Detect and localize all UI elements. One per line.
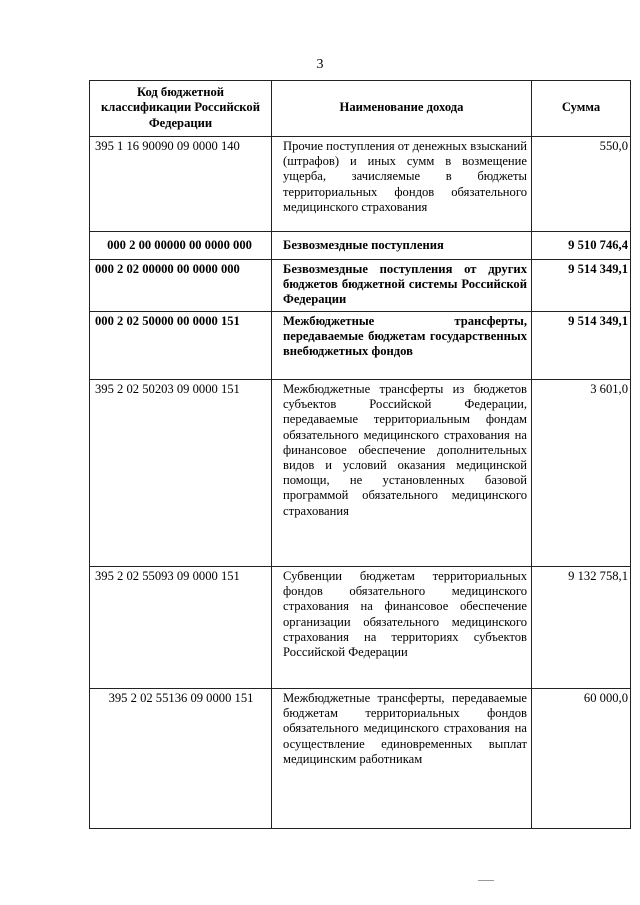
row-sum: 9 132 758,1 — [532, 567, 631, 689]
row-name: Межбюджетные трансферты, передаваемые бюджетам государственных внебюджетных фондов — [272, 312, 532, 380]
header-name: Наименование дохода — [272, 81, 532, 137]
row-name: Межбюджетные трансферты из бюджетов субъектов Российской Федерации, передаваемые территориальным фондам обязательного медицинского страхования на финансовое обеспечение дополнительных видов и условий оказания медицинской помощи, не установленных базовой программой обязательного медицинского страхования — [272, 380, 532, 567]
row-sum: 3 601,0 — [532, 380, 631, 567]
header-code: Код бюджетной классификации Российской Федерации — [90, 81, 272, 137]
row-code: 000 2 00 00000 00 0000 000 — [90, 232, 272, 260]
row-code: 395 2 02 55136 09 0000 151 — [90, 689, 272, 829]
row-sum: 9 510 746,4 — [532, 232, 631, 260]
table-header-row — [90, 81, 631, 137]
table-row — [90, 232, 631, 260]
row-sum: 550,0 — [532, 137, 631, 232]
row-sum: 9 514 349,1 — [532, 312, 631, 380]
row-name: Безвозмездные поступления от других бюджетов бюджетной системы Российской Федерации — [272, 260, 532, 312]
table-row — [90, 567, 631, 689]
row-name: Безвозмездные поступления — [272, 232, 532, 260]
scan-mark — [478, 880, 494, 881]
row-name: Прочие поступления от денежных взысканий (штрафов) и иных сумм в возмещение ущерба, зачисляемые в бюджеты территориальных фондов обязательного медицинского страхования — [272, 137, 532, 232]
row-sum: 9 514 349,1 — [532, 260, 631, 312]
table-row — [90, 312, 631, 380]
row-code: 395 2 02 55093 09 0000 151 — [90, 567, 272, 689]
row-code: 395 2 02 50203 09 0000 151 — [90, 380, 272, 567]
row-code: 000 2 02 50000 00 0000 151 — [90, 312, 272, 380]
row-code: 000 2 02 00000 00 0000 000 — [90, 260, 272, 312]
table-row — [90, 380, 631, 567]
row-code: 395 1 16 90090 09 0000 140 — [90, 137, 272, 232]
table-row — [90, 137, 631, 232]
income-table — [89, 80, 631, 829]
header-sum: Сумма — [532, 81, 631, 137]
table-row — [90, 689, 631, 829]
row-sum: 60 000,0 — [532, 689, 631, 829]
table-row — [90, 260, 631, 312]
page-number: 3 — [316, 57, 324, 72]
row-name: Субвенции бюджетам территориальных фондов обязательного медицинского страхования на финансовое обеспечение организации обязательного медицинского страхования на территориях субъектов Российской Федерации — [272, 567, 532, 689]
row-name: Межбюджетные трансферты, передаваемые бюджетам территориальных фондов обязательного медицинского страхования на осуществление единовременных выплат медицинским работникам — [272, 689, 532, 829]
